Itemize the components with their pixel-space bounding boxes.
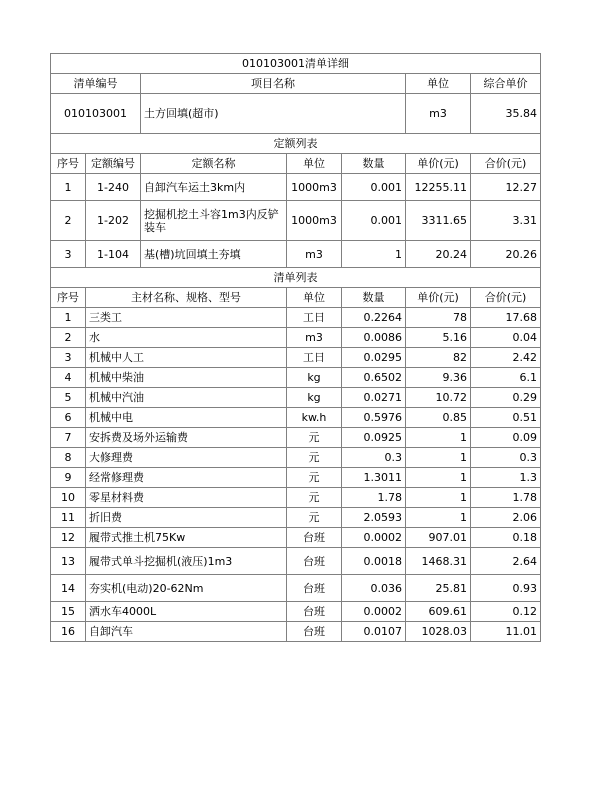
material-row <box>51 308 541 328</box>
price-label: 综合单价 <box>471 74 541 94</box>
quota-unit: 1000m3 <box>287 174 342 201</box>
quota-code: 1-202 <box>86 201 141 241</box>
row-no: 6 <box>51 408 86 428</box>
item-price: 35.84 <box>471 94 541 134</box>
row-no: 2 <box>51 328 86 348</box>
material-total: 17.68 <box>471 308 541 328</box>
item-unit: m3 <box>406 94 471 134</box>
material-unit: 台班 <box>287 528 342 548</box>
row-no: 10 <box>51 488 86 508</box>
quota-total: 20.26 <box>471 241 541 268</box>
row-no: 14 <box>51 575 86 602</box>
row-no: 2 <box>51 201 86 241</box>
material-total: 11.01 <box>471 622 541 642</box>
column-header: 单价(元) <box>406 288 471 308</box>
column-header: 数量 <box>342 154 406 174</box>
quota-code: 1-104 <box>86 241 141 268</box>
material-qty: 0.0295 <box>342 348 406 368</box>
material-qty: 0.036 <box>342 575 406 602</box>
material-price: 1028.03 <box>406 622 471 642</box>
material-qty: 0.6502 <box>342 368 406 388</box>
quota-code: 1-240 <box>86 174 141 201</box>
material-unit: 元 <box>287 468 342 488</box>
material-unit: 工日 <box>287 348 342 368</box>
quota-qty: 0.001 <box>342 201 406 241</box>
quota-row <box>51 201 541 241</box>
material-unit: kg <box>287 388 342 408</box>
row-no: 15 <box>51 602 86 622</box>
material-unit: 台班 <box>287 575 342 602</box>
table-title: 010103001清单详细 <box>51 54 541 74</box>
column-header: 单位 <box>287 288 342 308</box>
quota-name: 挖掘机挖土斗容1m3内反铲装车 <box>141 201 287 241</box>
material-qty: 2.0593 <box>342 508 406 528</box>
material-row <box>51 368 541 388</box>
row-no: 9 <box>51 468 86 488</box>
column-header: 单位 <box>287 154 342 174</box>
material-row <box>51 328 541 348</box>
material-total: 0.04 <box>471 328 541 348</box>
material-price: 907.01 <box>406 528 471 548</box>
material-price: 609.61 <box>406 602 471 622</box>
list-code: 010103001 <box>51 94 141 134</box>
material-price: 0.85 <box>406 408 471 428</box>
material-price: 1 <box>406 448 471 468</box>
material-name: 三类工 <box>86 308 287 328</box>
material-unit: kg <box>287 368 342 388</box>
material-total: 0.3 <box>471 448 541 468</box>
row-no: 13 <box>51 548 86 575</box>
material-name: 洒水车4000L <box>86 602 287 622</box>
material-name: 大修理费 <box>86 448 287 468</box>
quota-unit: 1000m3 <box>287 201 342 241</box>
material-row <box>51 528 541 548</box>
material-qty: 0.0086 <box>342 328 406 348</box>
material-total: 2.64 <box>471 548 541 575</box>
material-price: 82 <box>406 348 471 368</box>
row-no: 11 <box>51 508 86 528</box>
material-row <box>51 388 541 408</box>
column-header: 主材名称、规格、型号 <box>86 288 287 308</box>
material-name: 经常修理费 <box>86 468 287 488</box>
material-total: 1.78 <box>471 488 541 508</box>
quota-row <box>51 241 541 268</box>
material-total: 2.42 <box>471 348 541 368</box>
column-header: 定额编号 <box>86 154 141 174</box>
code-label: 清单编号 <box>51 74 141 94</box>
material-row <box>51 468 541 488</box>
material-name: 机械中电 <box>86 408 287 428</box>
material-name: 折旧费 <box>86 508 287 528</box>
quota-column-header-row <box>51 154 541 174</box>
material-name: 机械中人工 <box>86 348 287 368</box>
quota-price: 12255.11 <box>406 174 471 201</box>
name-label: 项目名称 <box>141 74 406 94</box>
material-qty: 1.78 <box>342 488 406 508</box>
material-price: 10.72 <box>406 388 471 408</box>
material-unit: 元 <box>287 428 342 448</box>
quota-price: 20.24 <box>406 241 471 268</box>
column-header: 合价(元) <box>471 154 541 174</box>
row-no: 5 <box>51 388 86 408</box>
material-section-title-row <box>51 268 541 288</box>
material-price: 1 <box>406 468 471 488</box>
quota-section-title: 定额列表 <box>51 134 541 154</box>
material-qty: 0.2264 <box>342 308 406 328</box>
material-name: 履带式推土机75Kw <box>86 528 287 548</box>
header-label-row <box>51 74 541 94</box>
material-price: 1 <box>406 428 471 448</box>
material-price: 1468.31 <box>406 548 471 575</box>
detail-table <box>50 53 541 642</box>
column-header: 数量 <box>342 288 406 308</box>
material-section-title: 清单列表 <box>51 268 541 288</box>
material-total: 0.09 <box>471 428 541 448</box>
material-row <box>51 428 541 448</box>
row-no: 7 <box>51 428 86 448</box>
quota-qty: 0.001 <box>342 174 406 201</box>
material-price: 78 <box>406 308 471 328</box>
quota-name: 基(槽)坑回填土夯填 <box>141 241 287 268</box>
material-qty: 0.0107 <box>342 622 406 642</box>
row-no: 1 <box>51 308 86 328</box>
material-total: 0.29 <box>471 388 541 408</box>
row-no: 3 <box>51 348 86 368</box>
header-value-row <box>51 94 541 134</box>
material-total: 0.51 <box>471 408 541 428</box>
material-qty: 0.0002 <box>342 602 406 622</box>
material-row <box>51 348 541 368</box>
material-qty: 0.3 <box>342 448 406 468</box>
material-name: 安拆费及场外运输费 <box>86 428 287 448</box>
material-qty: 0.5976 <box>342 408 406 428</box>
column-header: 合价(元) <box>471 288 541 308</box>
material-total: 2.06 <box>471 508 541 528</box>
material-name: 水 <box>86 328 287 348</box>
material-unit: 元 <box>287 488 342 508</box>
quota-unit: m3 <box>287 241 342 268</box>
column-header: 序号 <box>51 154 86 174</box>
material-row <box>51 622 541 642</box>
material-price: 5.16 <box>406 328 471 348</box>
material-qty: 0.0018 <box>342 548 406 575</box>
material-unit: 台班 <box>287 602 342 622</box>
quota-price: 3311.65 <box>406 201 471 241</box>
material-price: 1 <box>406 488 471 508</box>
quota-name: 自卸汽车运土3km内 <box>141 174 287 201</box>
row-no: 3 <box>51 241 86 268</box>
material-qty: 0.0925 <box>342 428 406 448</box>
material-row <box>51 508 541 528</box>
material-qty: 0.0002 <box>342 528 406 548</box>
material-name: 机械中柴油 <box>86 368 287 388</box>
material-unit: 台班 <box>287 548 342 575</box>
material-row <box>51 602 541 622</box>
quota-total: 3.31 <box>471 201 541 241</box>
column-header: 序号 <box>51 288 86 308</box>
material-total: 6.1 <box>471 368 541 388</box>
row-no: 16 <box>51 622 86 642</box>
title-row <box>51 54 541 74</box>
material-qty: 1.3011 <box>342 468 406 488</box>
material-unit: m3 <box>287 328 342 348</box>
material-unit: 台班 <box>287 622 342 642</box>
material-price: 25.81 <box>406 575 471 602</box>
material-price: 1 <box>406 508 471 528</box>
column-header: 单价(元) <box>406 154 471 174</box>
material-total: 0.12 <box>471 602 541 622</box>
material-total: 0.18 <box>471 528 541 548</box>
material-name: 自卸汽车 <box>86 622 287 642</box>
material-name: 零星材料费 <box>86 488 287 508</box>
material-name: 夯实机(电动)20-62Nm <box>86 575 287 602</box>
material-total: 1.3 <box>471 468 541 488</box>
material-qty: 0.0271 <box>342 388 406 408</box>
quota-row <box>51 174 541 201</box>
material-total: 0.93 <box>471 575 541 602</box>
material-row <box>51 408 541 428</box>
material-unit: kw.h <box>287 408 342 428</box>
quota-section-title-row <box>51 134 541 154</box>
material-name: 履带式单斗挖掘机(液压)1m3 <box>86 548 287 575</box>
unit-label: 单位 <box>406 74 471 94</box>
material-unit: 元 <box>287 508 342 528</box>
material-unit: 元 <box>287 448 342 468</box>
row-no: 1 <box>51 174 86 201</box>
row-no: 4 <box>51 368 86 388</box>
material-row <box>51 548 541 575</box>
column-header: 定额名称 <box>141 154 287 174</box>
material-row <box>51 488 541 508</box>
material-unit: 工日 <box>287 308 342 328</box>
material-column-header-row <box>51 288 541 308</box>
material-price: 9.36 <box>406 368 471 388</box>
material-row <box>51 575 541 602</box>
item-name: 土方回填(超市) <box>141 94 406 134</box>
quota-total: 12.27 <box>471 174 541 201</box>
material-name: 机械中汽油 <box>86 388 287 408</box>
row-no: 8 <box>51 448 86 468</box>
row-no: 12 <box>51 528 86 548</box>
material-row <box>51 448 541 468</box>
quota-qty: 1 <box>342 241 406 268</box>
